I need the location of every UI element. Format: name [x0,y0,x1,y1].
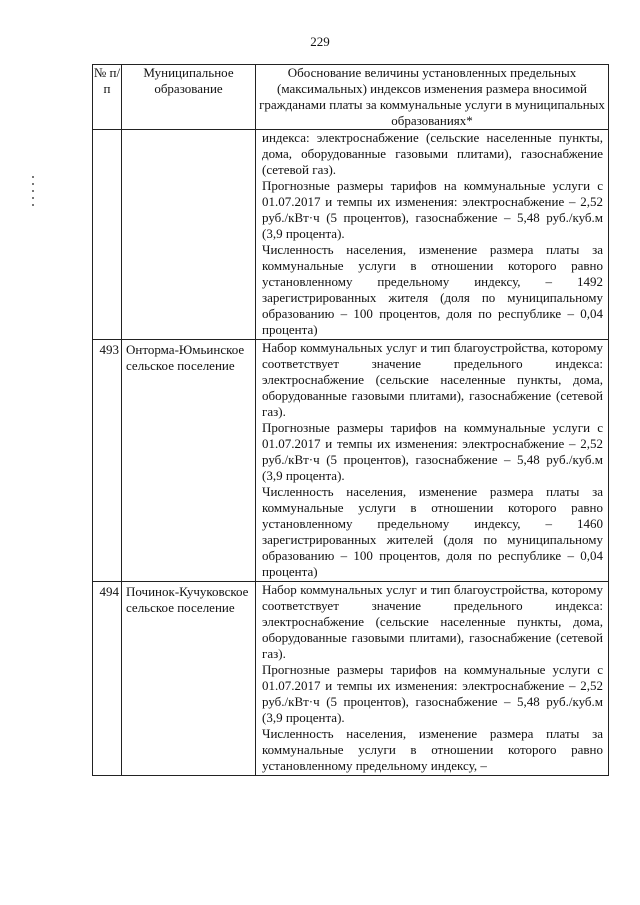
justification-paragraph: Численность населения, изменение размера платы за коммунальные услуги в отношении которого равно установленному предельному индексу, – 1460 зарегистрированных жителей (доля по муниципальному образованию – 100 процентов, доля по республике – 0,04 процента) [262,484,603,579]
table-header-row [93,65,609,130]
justification-paragraph: Численность населения, изменение размера платы за коммунальные услуги в отношении которого равно установленному предельному индексу, – [262,726,603,773]
header-justification: Обоснование величины установленных предельных (максимальных) индексов изменения размера вносимой гражданами платы за коммунальные услуги в муниципальных образованиях* [256,65,609,130]
row-number: 494 [93,582,122,776]
row-justification [256,582,609,776]
row-number [93,130,122,340]
header-municipality: Муниципальное образование [122,65,256,130]
table-row [93,340,609,582]
table-row [93,582,609,776]
justification-paragraph: Набор коммунальных услуг и тип благоустройства, которому соответствует значение предельного индекса: электроснабжение (сельские населенные пункты, дома, оборудованные газовыми плитами), газоснабжение (сетевой газ). [262,340,603,419]
row-municipality: Починок-Кучуковское сельское поселение [122,582,256,776]
header-num: № п/п [93,65,122,130]
tariff-table [92,64,609,776]
justification-paragraph: Численность населения, изменение размера платы за коммунальные услуги в отношении которого равно установленному предельному индексу, – 1492 зарегистрированных жителя (доля по муниципальному образованию – 100 процентов, доля по республике – 0,04 процента) [262,242,603,337]
row-justification [256,130,609,340]
page-number: 229 [310,34,330,49]
justification-paragraph: Прогнозные размеры тарифов на коммунальные услуги с 01.07.2017 и темпы их изменения: электроснабжение – 2,52 руб./кВт·ч (5 процентов), газоснабжение – 5,48 руб./куб.м (3,9 процента). [262,420,603,483]
row-municipality: Онторма-Юмьинское сельское поселение [122,340,256,582]
table-row [93,130,609,340]
row-municipality [122,130,256,340]
justification-paragraph: Прогнозные размеры тарифов на коммунальные услуги с 01.07.2017 и темпы их изменения: электроснабжение – 2,52 руб./кВт·ч (5 процентов), газоснабжение – 5,48 руб./куб.м (3,9 процента). [262,178,603,241]
justification-paragraph: Набор коммунальных услуг и тип благоустройства, которому соответствует значение предельного индекса: электроснабжение (сельские населенные пункты, дома, оборудованные газовыми плитами), газоснабжение (сетевой газ). [262,582,603,661]
margin-marks [32,176,35,211]
justification-paragraph: Прогнозные размеры тарифов на коммунальные услуги с 01.07.2017 и темпы их изменения: электроснабжение – 2,52 руб./кВт·ч (5 процентов), газоснабжение – 5,48 руб./куб.м (3,9 процента). [262,662,603,725]
justification-paragraph: индекса: электроснабжение (сельские населенные пункты, дома, оборудованные газовыми плитами), газоснабжение (сетевой газ). [262,130,603,177]
row-justification [256,340,609,582]
row-number: 493 [93,340,122,582]
